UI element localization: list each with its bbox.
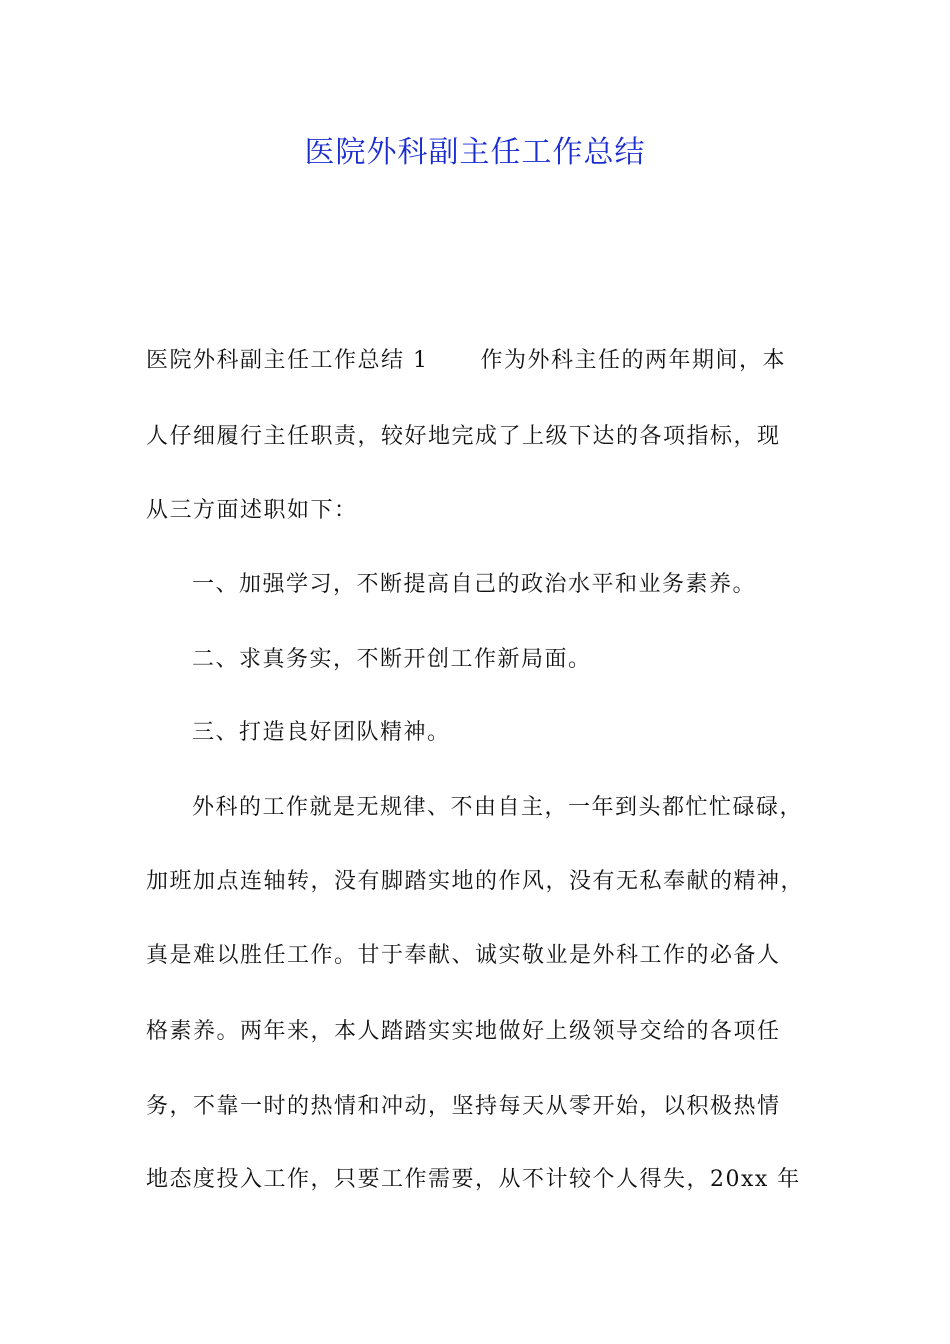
section-heading: 医院外科副主任工作总结 1 <box>146 348 429 373</box>
paragraph-line: 外科的工作就是无规律、不由自主，一年到头都忙忙碌碌， <box>192 795 804 820</box>
paragraph-line <box>146 341 786 381</box>
paragraph-line: 加班加点连轴转，没有脚踏实地的作风，没有无私奉献的精神， <box>146 869 805 894</box>
list-item: 二、求真务实，不断开创工作新局面。 <box>192 647 592 672</box>
paragraph-line: 人仔细履行主任职责，较好地完成了上级下达的各项指标，现 <box>146 424 781 449</box>
paragraph-line: 真是难以胜任工作。甘于奉献、诚实敬业是外科工作的必备人 <box>146 943 781 968</box>
paragraph-line: 务，不靠一时的热情和冲动，坚持每天从零开始，以积极热情 <box>146 1094 781 1119</box>
document-body <box>146 0 826 1344</box>
paragraph-line: 从三方面述职如下： <box>146 498 358 523</box>
paragraph-text: 作为外科主任的两年期间，本 <box>480 348 787 373</box>
paragraph-line: 地态度投入工作，只要工作需要，从不计较个人得失，20xx 年 <box>146 1167 801 1192</box>
document-title: 医院外科副主任工作总结 <box>304 135 646 170</box>
list-item: 一、加强学习，不断提高自己的政治水平和业务素养。 <box>192 572 757 597</box>
paragraph-line: 格素养。两年来，本人踏踏实实地做好上级领导交给的各项任 <box>146 1019 781 1044</box>
list-item: 三、打造良好团队精神。 <box>192 720 451 745</box>
